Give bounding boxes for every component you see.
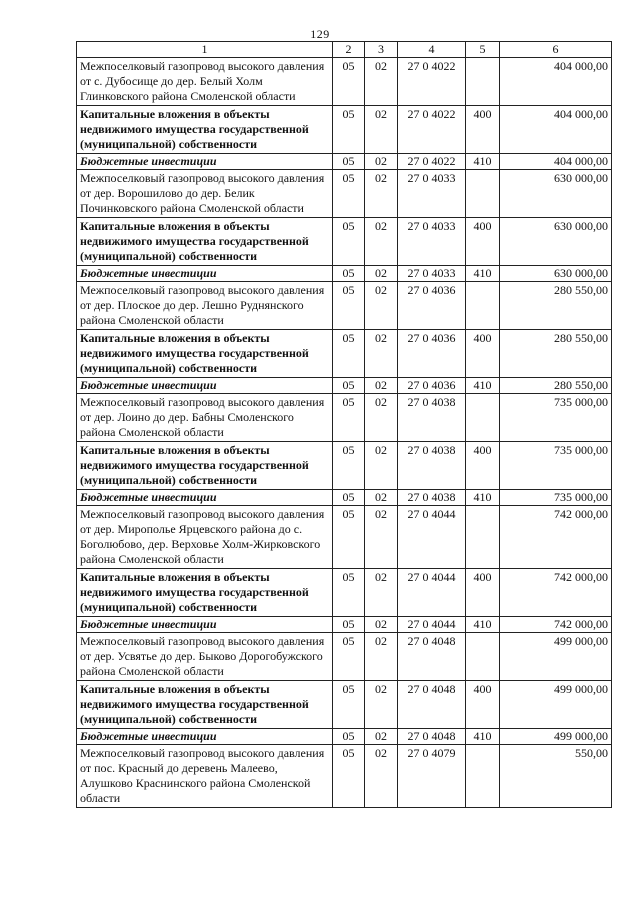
row-subsection-cell: 02	[365, 218, 398, 266]
table-row-object	[77, 506, 612, 569]
row-name-cell: Межпоселковый газопровод высокого давления от дер. Ворошилово до дер. Белик Починковского района Смоленской области	[77, 170, 333, 218]
row-target-cell: 27 0 4044	[398, 506, 466, 569]
row-amount-cell: 630 000,00	[500, 266, 612, 282]
row-name-cell: Бюджетные инвестиции	[77, 617, 333, 633]
row-subsection-cell: 02	[365, 58, 398, 106]
row-subsection-cell: 02	[365, 569, 398, 617]
row-name-cell: Межпоселковый газопровод высокого давления от с. Дубосище до дер. Белый Холм Глинковского района Смоленской области	[77, 58, 333, 106]
row-section-cell: 05	[333, 394, 365, 442]
row-subsection-cell: 02	[365, 506, 398, 569]
row-target-cell: 27 0 4044	[398, 569, 466, 617]
row-name-cell: Капитальные вложения в объекты недвижимого имущества государственной (муниципальной) собственности	[77, 681, 333, 729]
row-target-cell: 27 0 4022	[398, 58, 466, 106]
row-target-cell: 27 0 4044	[398, 617, 466, 633]
header-col-target: 4	[398, 42, 466, 58]
row-target-cell: 27 0 4036	[398, 282, 466, 330]
row-target-cell: 27 0 4038	[398, 394, 466, 442]
row-target-cell: 27 0 4033	[398, 170, 466, 218]
table-row-budget	[77, 729, 612, 745]
row-name-cell: Межпоселковый газопровод высокого давления от дер. Плоское до дер. Лешно Руднянского района Смоленской области	[77, 282, 333, 330]
page-number: 129	[310, 27, 330, 41]
row-type-cell: 410	[466, 266, 500, 282]
row-section-cell: 05	[333, 170, 365, 218]
table-row-budget	[77, 617, 612, 633]
table-row-capital	[77, 681, 612, 729]
row-subsection-cell: 02	[365, 633, 398, 681]
row-name-cell: Бюджетные инвестиции	[77, 729, 333, 745]
row-target-cell: 27 0 4048	[398, 681, 466, 729]
table-row-capital	[77, 442, 612, 490]
budget-table	[76, 41, 612, 808]
row-amount-cell: 404 000,00	[500, 154, 612, 170]
row-subsection-cell: 02	[365, 617, 398, 633]
row-name-cell: Межпоселковый газопровод высокого давления от дер. Мирополье Ярцевского района до с. Боголюбово, дер. Верховье Холм-Жирковского района Смоленской области	[77, 506, 333, 569]
row-amount-cell: 404 000,00	[500, 106, 612, 154]
row-section-cell: 05	[333, 330, 365, 378]
header-col-section: 2	[333, 42, 365, 58]
row-name-cell: Бюджетные инвестиции	[77, 266, 333, 282]
row-type-cell: 410	[466, 490, 500, 506]
row-section-cell: 05	[333, 490, 365, 506]
row-section-cell: 05	[333, 282, 365, 330]
table-row-object	[77, 170, 612, 218]
row-section-cell: 05	[333, 154, 365, 170]
row-target-cell: 27 0 4033	[398, 218, 466, 266]
row-type-cell	[466, 170, 500, 218]
row-section-cell: 05	[333, 106, 365, 154]
row-subsection-cell: 02	[365, 330, 398, 378]
row-target-cell: 27 0 4048	[398, 729, 466, 745]
row-section-cell: 05	[333, 442, 365, 490]
header-row	[77, 42, 612, 58]
table-row-budget	[77, 378, 612, 394]
row-name-cell: Капитальные вложения в объекты недвижимого имущества государственной (муниципальной) собственности	[77, 442, 333, 490]
row-subsection-cell: 02	[365, 490, 398, 506]
row-section-cell: 05	[333, 569, 365, 617]
row-section-cell: 05	[333, 633, 365, 681]
row-type-cell	[466, 394, 500, 442]
table-row-budget	[77, 154, 612, 170]
row-amount-cell: 499 000,00	[500, 633, 612, 681]
row-amount-cell: 735 000,00	[500, 394, 612, 442]
row-amount-cell: 404 000,00	[500, 58, 612, 106]
row-amount-cell: 280 550,00	[500, 378, 612, 394]
row-type-cell: 400	[466, 569, 500, 617]
row-name-cell: Капитальные вложения в объекты недвижимого имущества государственной (муниципальной) собственности	[77, 330, 333, 378]
row-name-cell: Капитальные вложения в объекты недвижимого имущества государственной (муниципальной) собственности	[77, 569, 333, 617]
row-subsection-cell: 02	[365, 681, 398, 729]
row-amount-cell: 280 550,00	[500, 282, 612, 330]
table-row-object	[77, 745, 612, 808]
row-subsection-cell: 02	[365, 154, 398, 170]
row-subsection-cell: 02	[365, 378, 398, 394]
row-type-cell: 400	[466, 330, 500, 378]
row-target-cell: 27 0 4036	[398, 378, 466, 394]
row-section-cell: 05	[333, 506, 365, 569]
row-type-cell: 410	[466, 617, 500, 633]
row-subsection-cell: 02	[365, 394, 398, 442]
row-amount-cell: 742 000,00	[500, 569, 612, 617]
row-type-cell	[466, 745, 500, 808]
row-name-cell: Капитальные вложения в объекты недвижимого имущества государственной (муниципальной) собственности	[77, 106, 333, 154]
row-name-cell: Межпоселковый газопровод высокого давления от дер. Лоино до дер. Бабны Смоленского района Смоленской области	[77, 394, 333, 442]
table-row-capital	[77, 106, 612, 154]
row-section-cell: 05	[333, 378, 365, 394]
table-row-budget	[77, 266, 612, 282]
row-section-cell: 05	[333, 745, 365, 808]
row-name-cell: Межпоселковый газопровод высокого давления от дер. Усвятье до дер. Быково Дорогобужского района Смоленской области	[77, 633, 333, 681]
table-header	[77, 42, 612, 58]
row-section-cell: 05	[333, 681, 365, 729]
row-type-cell: 400	[466, 442, 500, 490]
row-target-cell: 27 0 4048	[398, 633, 466, 681]
row-name-cell: Капитальные вложения в объекты недвижимого имущества государственной (муниципальной) собственности	[77, 218, 333, 266]
row-subsection-cell: 02	[365, 170, 398, 218]
row-section-cell: 05	[333, 266, 365, 282]
table-row-capital	[77, 218, 612, 266]
row-type-cell	[466, 633, 500, 681]
table-body	[77, 58, 612, 808]
table-row-object	[77, 58, 612, 106]
row-section-cell: 05	[333, 617, 365, 633]
table-row-budget	[77, 490, 612, 506]
row-amount-cell: 499 000,00	[500, 729, 612, 745]
table-row-capital	[77, 569, 612, 617]
row-type-cell: 410	[466, 729, 500, 745]
row-type-cell	[466, 282, 500, 330]
row-amount-cell: 735 000,00	[500, 442, 612, 490]
row-type-cell	[466, 58, 500, 106]
row-section-cell: 05	[333, 58, 365, 106]
row-target-cell: 27 0 4033	[398, 266, 466, 282]
row-type-cell	[466, 506, 500, 569]
row-amount-cell: 630 000,00	[500, 170, 612, 218]
row-target-cell: 27 0 4038	[398, 442, 466, 490]
row-section-cell: 05	[333, 729, 365, 745]
row-amount-cell: 280 550,00	[500, 330, 612, 378]
row-name-cell: Бюджетные инвестиции	[77, 154, 333, 170]
row-target-cell: 27 0 4079	[398, 745, 466, 808]
row-subsection-cell: 02	[365, 282, 398, 330]
row-section-cell: 05	[333, 218, 365, 266]
row-subsection-cell: 02	[365, 106, 398, 154]
row-target-cell: 27 0 4038	[398, 490, 466, 506]
row-type-cell: 400	[466, 218, 500, 266]
row-amount-cell: 735 000,00	[500, 490, 612, 506]
table-row-object	[77, 633, 612, 681]
row-type-cell: 410	[466, 378, 500, 394]
row-subsection-cell: 02	[365, 266, 398, 282]
table-row-object	[77, 282, 612, 330]
table-row-object	[77, 394, 612, 442]
row-amount-cell: 550,00	[500, 745, 612, 808]
row-amount-cell: 499 000,00	[500, 681, 612, 729]
row-name-cell: Межпоселковый газопровод высокого давления от пос. Красный до деревень Малеево, Алушково Краснинского района Смоленской области	[77, 745, 333, 808]
header-col-amount: 6	[500, 42, 612, 58]
row-type-cell: 410	[466, 154, 500, 170]
row-type-cell: 400	[466, 681, 500, 729]
row-type-cell: 400	[466, 106, 500, 154]
row-amount-cell: 630 000,00	[500, 218, 612, 266]
row-target-cell: 27 0 4022	[398, 154, 466, 170]
row-subsection-cell: 02	[365, 442, 398, 490]
row-name-cell: Бюджетные инвестиции	[77, 378, 333, 394]
header-col-name: 1	[77, 42, 333, 58]
table-row-capital	[77, 330, 612, 378]
header-col-type: 5	[466, 42, 500, 58]
row-name-cell: Бюджетные инвестиции	[77, 490, 333, 506]
row-subsection-cell: 02	[365, 729, 398, 745]
row-amount-cell: 742 000,00	[500, 506, 612, 569]
row-subsection-cell: 02	[365, 745, 398, 808]
row-amount-cell: 742 000,00	[500, 617, 612, 633]
row-target-cell: 27 0 4036	[398, 330, 466, 378]
row-target-cell: 27 0 4022	[398, 106, 466, 154]
header-col-subsection: 3	[365, 42, 398, 58]
